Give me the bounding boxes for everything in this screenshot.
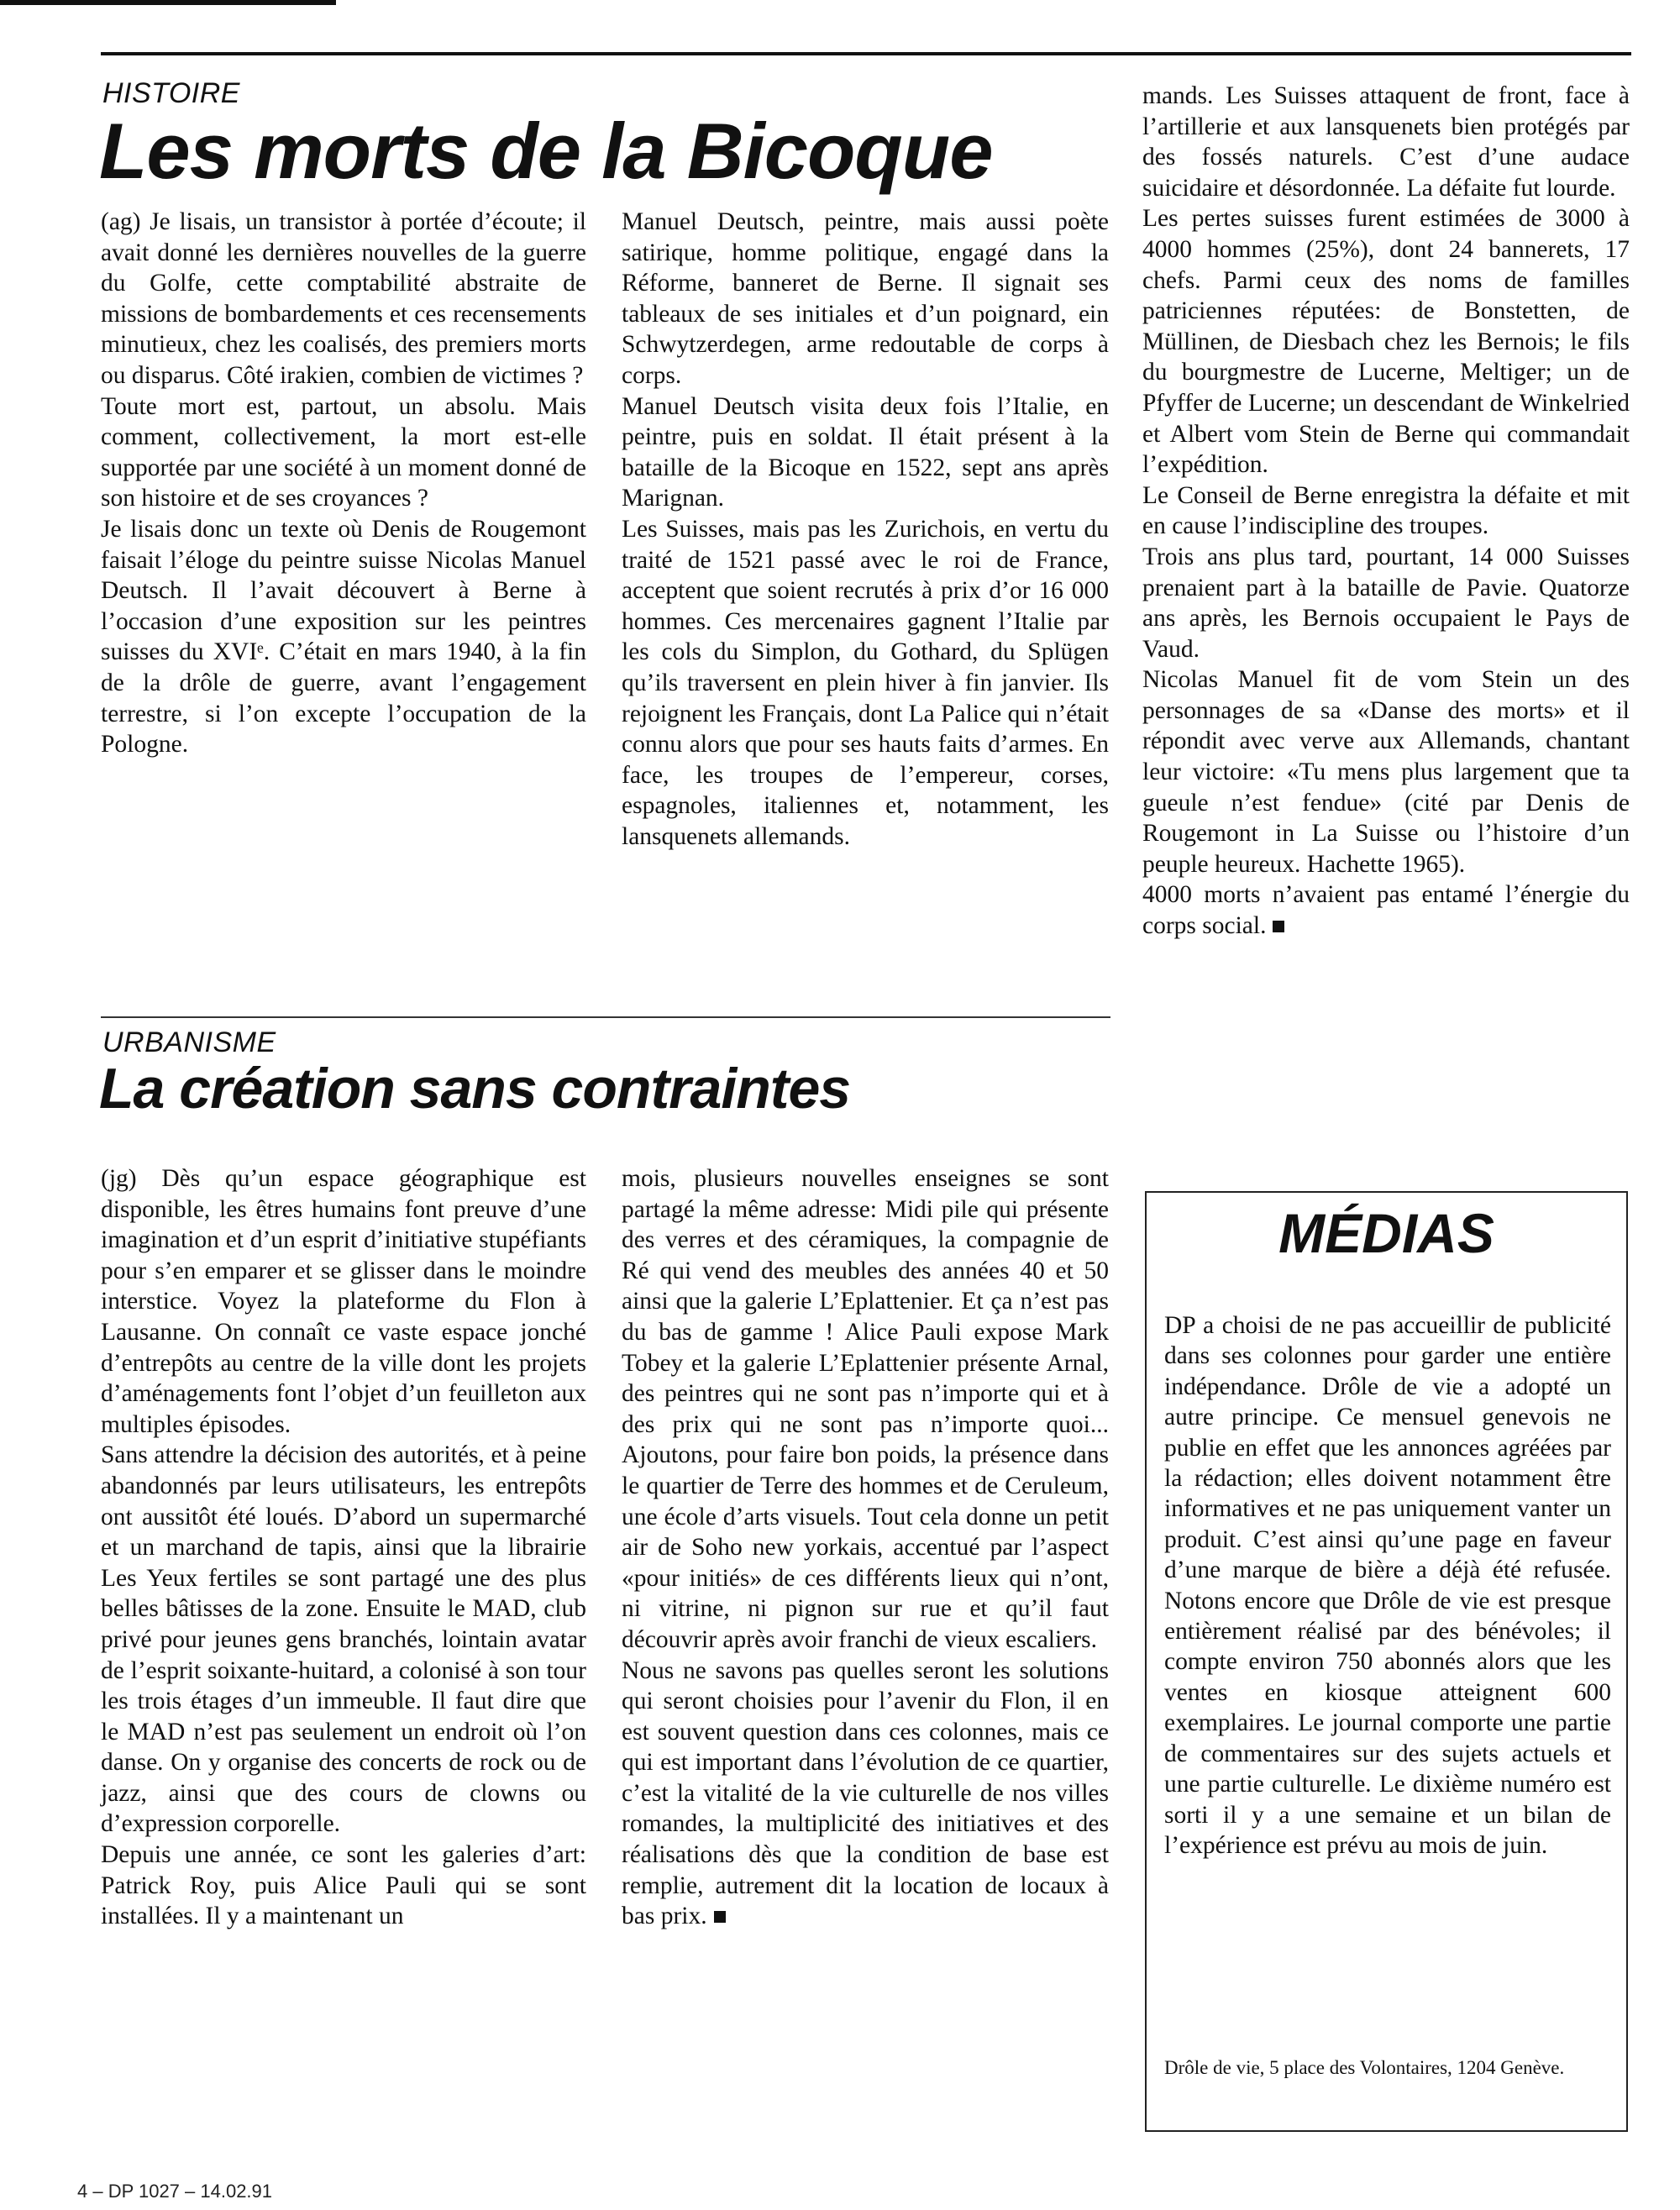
article1-column-1: [101, 207, 586, 760]
article1-column-3: [1142, 81, 1630, 942]
medias-body: [1164, 1310, 1611, 1861]
top-rule: [101, 52, 1631, 55]
article2-column-2: [622, 1163, 1109, 1932]
paragraph: Manuel Deutsch visita deux fois l’Italie, en peintre, puis en soldat. Il était présent à la bataille de la Bicoque en 1522, sept ans après Marignan.: [622, 392, 1109, 512]
paragraph: Toute mort est, partout, un absolu. Mais comment, collectivement, la mort est-elle supportée par une société à un moment donné de son histoire et de ses croyances ?: [101, 392, 586, 512]
rubric-histoire: HISTOIRE: [102, 77, 240, 109]
paragraph: Trois ans plus tard, pourtant, 14 000 Suisses prenaient part à la bataille de Pavie. Quatorze ans après, les Bernois occupaient le Pays de Vaud.: [1142, 543, 1630, 663]
paragraph: (ag) Je lisais, un transistor à portée d’écoute; il avait donné les dernières nouvelles de la guerre du Golfe, cette comptabilité abstraite de missions de bombardements et ces recensements minutieux, chez les coalisés, des premiers morts ou disparus. Côté irakien, combien de victimes ?: [101, 208, 586, 389]
paragraph: (jg) Dès qu’un espace géographique est disponible, les êtres humains font preuve d’une imagination et d’un esprit d’initiative stupéfiants pour s’en emparer et se glisser dans le moindre interstice. Voyez la plateforme du Flon à Lausanne. On connaît ce vaste espace jonché d’entrepôts au centre de la ville dont les projets d’aménagements font l’objet d’un feuilleton aux multiples épisodes.: [101, 1165, 586, 1438]
paragraph: Les pertes suisses furent estimées de 3000 à 4000 hommes (25%), dont 24 bannerets, 17 chefs. Parmi ceux des noms de familles patriciennes réputées: de Bonstetten, de Müllinen, de Diesbach chez les Bernois; le fils du bourgmestre de Lucerne, Meltiger; un de Pfyffer de Lucerne; un descendant de Winkelried et Albert vom Stein de Berne qui commandait l’expédition.: [1142, 205, 1630, 479]
end-mark-icon: [714, 1911, 726, 1923]
page-top-rule: [0, 0, 336, 5]
medias-address: Drôle de vie, 5 place des Volontaires, 1204 Genève.: [1164, 2057, 1565, 2078]
paragraph: Depuis une année, ce sont les galeries d’art: Patrick Roy, puis Alice Pauli qui se sont installées. Il y a maintenant un: [101, 1841, 586, 1930]
paragraph: Les Suisses, mais pas les Zurichois, en vertu du traité de 1521 passé avec le roi de France, acceptent que soient recrutés à prix d’or 16 000 hommes. Ces mercenaires gagnent l’Italie par les cols du Simplon, du Gothard, du Splügen qu’ils traversent en plein hiver à fin janvier. Ils rejoignent les Français, dont La Palice qui n’était connu alors que pour ses hauts faits d’armes. En face, les troupes de l’empereur, corses, espagnoles, italiennes et, notamment, les lansquenets allemands.: [622, 515, 1109, 850]
paragraph-text: Nous ne savons pas quelles seront les solutions qui seront choisies pour l’avenir du Flon, il en est souvent question dans ces colonnes, mais ce qui est important dans l’évolution de ce quartier, c’est la vitalité de la vie culturelle de nos villes romandes, la multiplicité des initiatives et des réalisations dès que la condition de base est remplie, autrement dit la location de locaux à bas prix.: [622, 1656, 1109, 1930]
page-footer: 4 – DP 1027 – 14.02.91: [77, 2181, 273, 2202]
article1-column-2: [622, 207, 1109, 852]
rubric-urbanisme: URBANISME: [102, 1026, 276, 1058]
paragraph: DP a choisi de ne pas accueillir de publicité dans ses colonnes pour garder une entière indépendance. Drôle de vie a adopté un autre principe. Ce mensuel genevois ne publie en effet que les annonces agréées par la rédaction; elles doivent notamment être informatives et ne pas uniquement vanter un produit. C’est ainsi qu’une page en faveur d’une marque de bière a déjà été refusée. Notons encore que Drôle de vie est presque entièrement réalisé par des bénévoles; il compte environ 750 abonnés alors que les ventes en kiosque atteignent 600 exemplaires. Le journal comporte une partie de commentaires sur des sujets actuels et une partie culturelle. Le dixième numéro est sorti il y a une semaine et un bilan de l’expérience est prévu au mois de juin.: [1164, 1312, 1611, 1859]
paragraph-last: [1142, 879, 1630, 941]
headline-les-morts-de-la-bicoque: Les morts de la Bicoque: [99, 107, 993, 195]
paragraph: Le Conseil de Berne enregistra la défaite et mit en cause l’indiscipline des troupes.: [1142, 481, 1630, 540]
section-divider: [101, 1016, 1110, 1018]
end-mark-icon: [1273, 921, 1284, 932]
paragraph: mois, plusieurs nouvelles enseignes se sont partagé la même adresse: Midi pile qui présente des verres et des céramiques, la compagnie de Ré qui vend des meubles des années 40 et 50 ainsi que la galerie L’Eplattenier. Et ça n’est pas du bas de gamme ! Alice Pauli expose Mark Tobey et la galerie L’Eplattenier présente Arnal, des peintres qui ne sont pas n’importe qui et à des prix qui ne sont pas n’importe quoi... Ajoutons, pour faire bon poids, la présence dans le quartier de Terre des hommes et de Ceruleum, une école d’arts visuels. Tout cela donne un petit air de Soho new yorkais, accentué par l’aspect «pour initiés» de ces différents lieux qui n’ont, ni vitrine, ni pignon sur rue et qu’il faut découvrir après avoir franchi de vieux escaliers.: [622, 1165, 1109, 1653]
medias-title: MÉDIAS: [1278, 1202, 1494, 1264]
paragraph: Je lisais donc un texte où Denis de Rougemont faisait l’éloge du peintre suisse Nicolas Manuel Deutsch. Il l’avait découvert à Berne à l’occasion d’une exposition sur les peintres suisses du XVIᵉ. C’était en mars 1940, à la fin de la drôle de guerre, avant l’engagement terrestre, si l’on excepte l’occupation de la Pologne.: [101, 515, 586, 759]
paragraph-last: [622, 1656, 1109, 1932]
paragraph: Nicolas Manuel fit de vom Stein un des personnages de sa «Danse des morts» et il répondit avec verve aux Allemands, chantant leur victoire: «Tu mens plus largement que ta gueule n’est fendue» (cité par Denis de Rougemont in La Suisse ou l’histoire d’un peuple heureux. Hachette 1965).: [1142, 666, 1630, 878]
paragraph: Manuel Deutsch, peintre, mais aussi poète satirique, homme politique, engagé dans la Réforme, banneret de Berne. Il signait ses tableaux de ses initiales et d’un poignard, ein Schwytzerdegen, arme redoutable de corps à corps.: [622, 208, 1109, 389]
paragraph: Sans attendre la décision des autorités, et à peine abandonnés par leurs utilisateurs, les entrepôts ont aussitôt été loués. D’abord un supermarché et un marchand de tapis, ainsi que la librairie Les Yeux fertiles se sont partagé une des plus belles bâtisses de la zone. Ensuite le MAD, club privé pour jeunes gens branchés, lointain avatar de l’esprit soixante-huitard, a colonisé à son tour les trois étages d’un immeuble. Il faut dire que le MAD n’est pas seulement un endroit où l’on danse. On y organise des concerts de rock ou de jazz, ainsi que des cours de clowns ou d’expression corporelle.: [101, 1441, 586, 1838]
paragraph: mands. Les Suisses attaquent de front, face à l’artillerie et aux lansquenets bien protégés par des fossés naturels. C’est d’une audace suicidaire et désordonnée. La défaite fut lourde.: [1142, 82, 1630, 202]
headline-la-creation-sans-contraintes: La création sans contraintes: [99, 1057, 851, 1121]
paragraph-text: 4000 morts n’avaient pas entamé l’énergie du corps social.: [1142, 881, 1630, 940]
article2-column-1: [101, 1163, 586, 1932]
